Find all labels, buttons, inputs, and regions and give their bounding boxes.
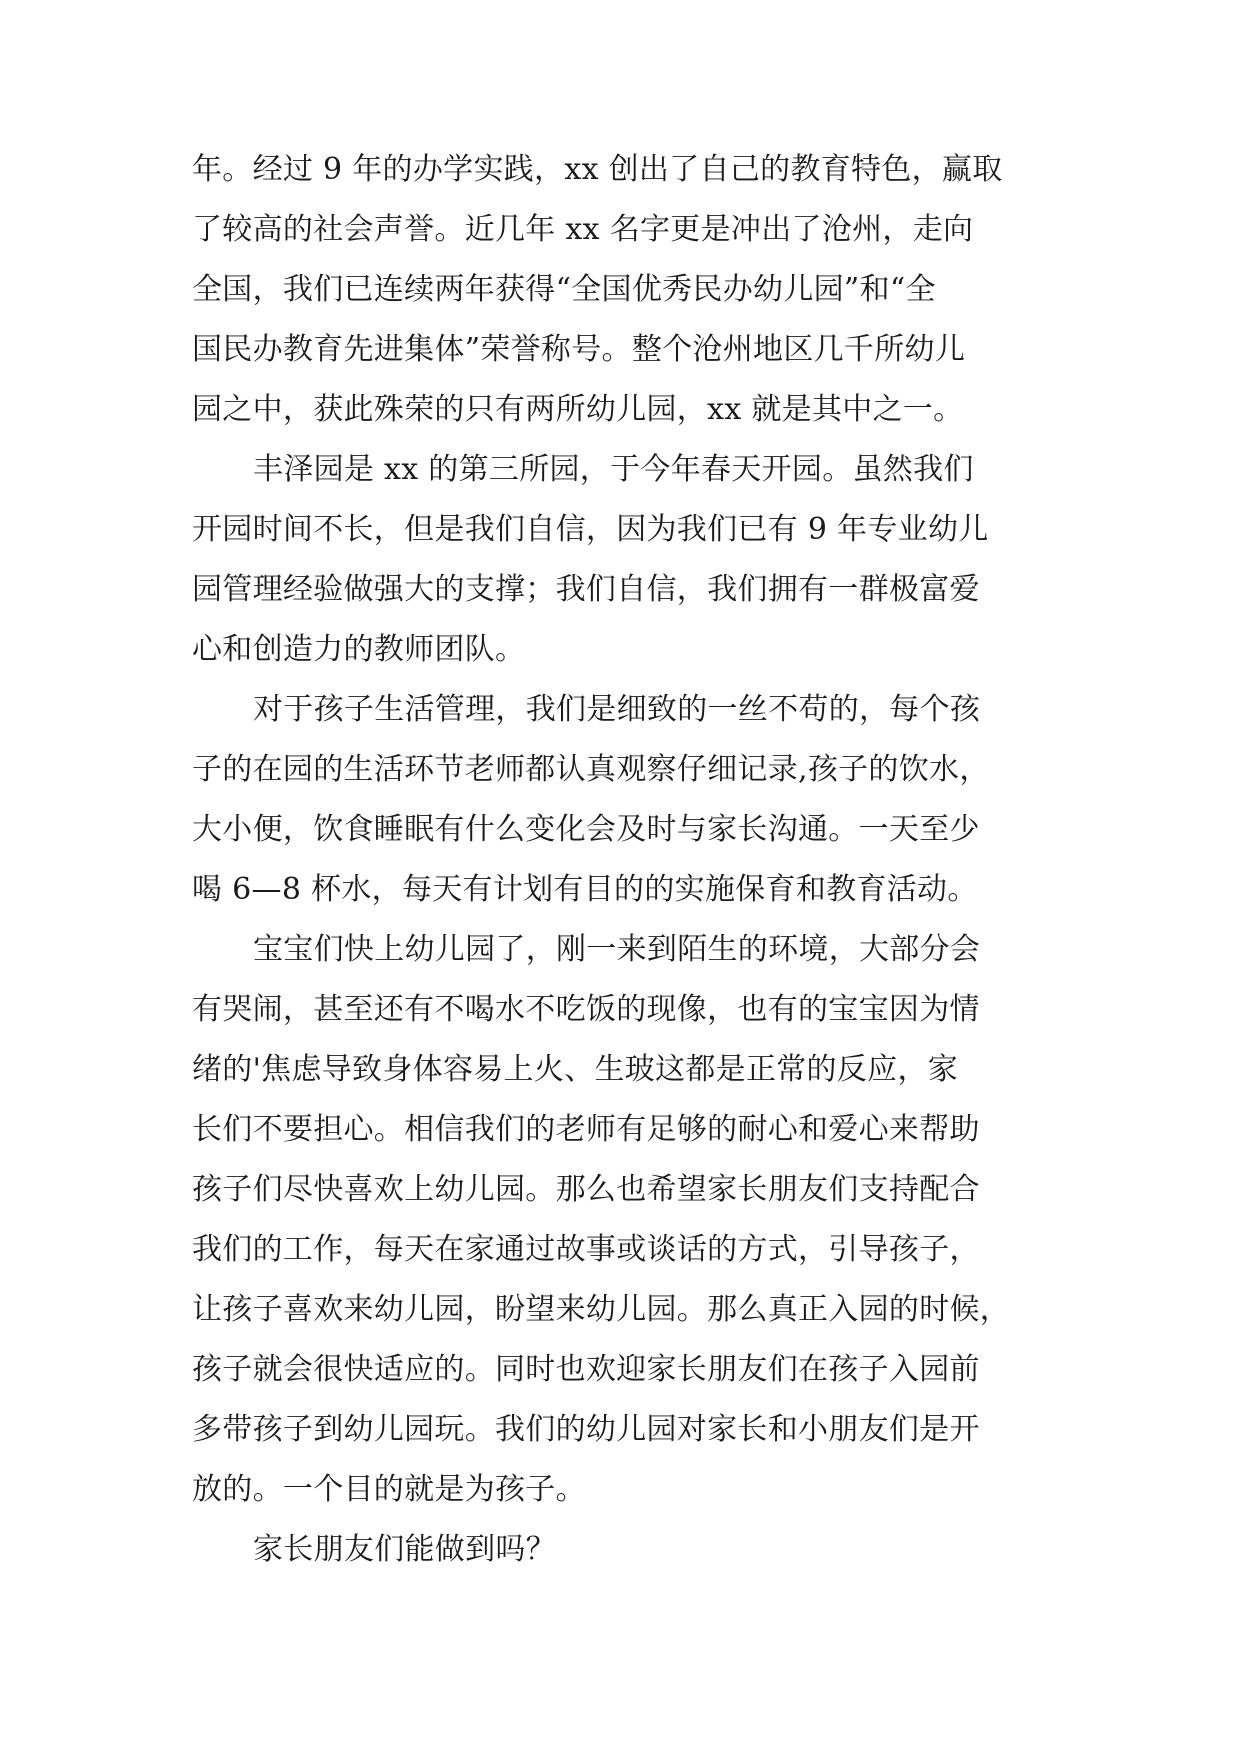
text-line: 孩子们尽快喜欢上幼儿园。那么也希望家长朋友们支持配合 bbox=[192, 1172, 980, 1207]
text-line: 开园时间不长，但是我们自信，因为我们已有 9 年专业幼儿 bbox=[192, 512, 989, 547]
text-line: 心和创造力的教师团队。 bbox=[192, 632, 526, 667]
text-line: 年。经过 9 年的办学实践，xx 创出了自己的教育特色，赢取 bbox=[192, 152, 1003, 187]
text-line: 丰泽园是 xx 的第三所园，于今年春天开园。虽然我们 bbox=[253, 452, 974, 487]
text-line: 全国，我们已连续两年获得“全国优秀民办幼儿园”和“全 bbox=[192, 272, 936, 307]
text-line: 对于孩子生活管理，我们是细致的一丝不苟的，每个孩 bbox=[253, 692, 981, 727]
text-line: 大小便，饮食睡眠有什么变化会及时与家长沟通。一天至少 bbox=[192, 812, 980, 847]
text-line: 放的。一个目的就是为孩子。 bbox=[192, 1472, 586, 1507]
text-line: 园之中，获此殊荣的只有两所幼儿园，xx 就是其中之一。 bbox=[192, 392, 964, 427]
text-line: 我们的工作，每天在家通过故事或谈话的方式，引导孩子， bbox=[192, 1232, 980, 1267]
text-line: 多带孩子到幼儿园玩。我们的幼儿园对家长和小朋友们是开 bbox=[192, 1412, 980, 1447]
text-line: 有哭闹，甚至还有不喝水不吃饭的现像，也有的宝宝因为情 bbox=[192, 992, 980, 1027]
text-line: 子的在园的生活环节老师都认真观察仔细记录,孩子的饮水， bbox=[192, 752, 990, 787]
text-line: 了较高的社会声誉。近几年 xx 名字更是冲出了沧州，走向 bbox=[192, 212, 974, 247]
text-line: 国民办教育先进集体”荣誉称号。整个沧州地区几千所幼儿 bbox=[192, 332, 966, 367]
text-line: 让孩子喜欢来幼儿园，盼望来幼儿园。那么真正入园的时候， bbox=[192, 1292, 1011, 1327]
text-line: 孩子就会很快适应的。同时也欢迎家长朋友们在孩子入园前 bbox=[192, 1352, 980, 1387]
text-line: 家长朋友们能做到吗？ bbox=[253, 1532, 556, 1567]
text-line: 园管理经验做强大的支撑；我们自信，我们拥有一群极富爱 bbox=[192, 572, 980, 607]
text-line: 长们不要担心。相信我们的老师有足够的耐心和爱心来帮助 bbox=[192, 1112, 980, 1147]
text-line: 绪的'焦虑导致身体容易上火、生玻这都是正常的反应，家 bbox=[192, 1052, 959, 1087]
text-line: 宝宝们快上幼儿园了，刚一来到陌生的环境，大部分会 bbox=[253, 932, 981, 967]
text-line: 喝 6—8 杯水，每天有计划有目的的实施保育和教育活动。 bbox=[192, 872, 978, 907]
